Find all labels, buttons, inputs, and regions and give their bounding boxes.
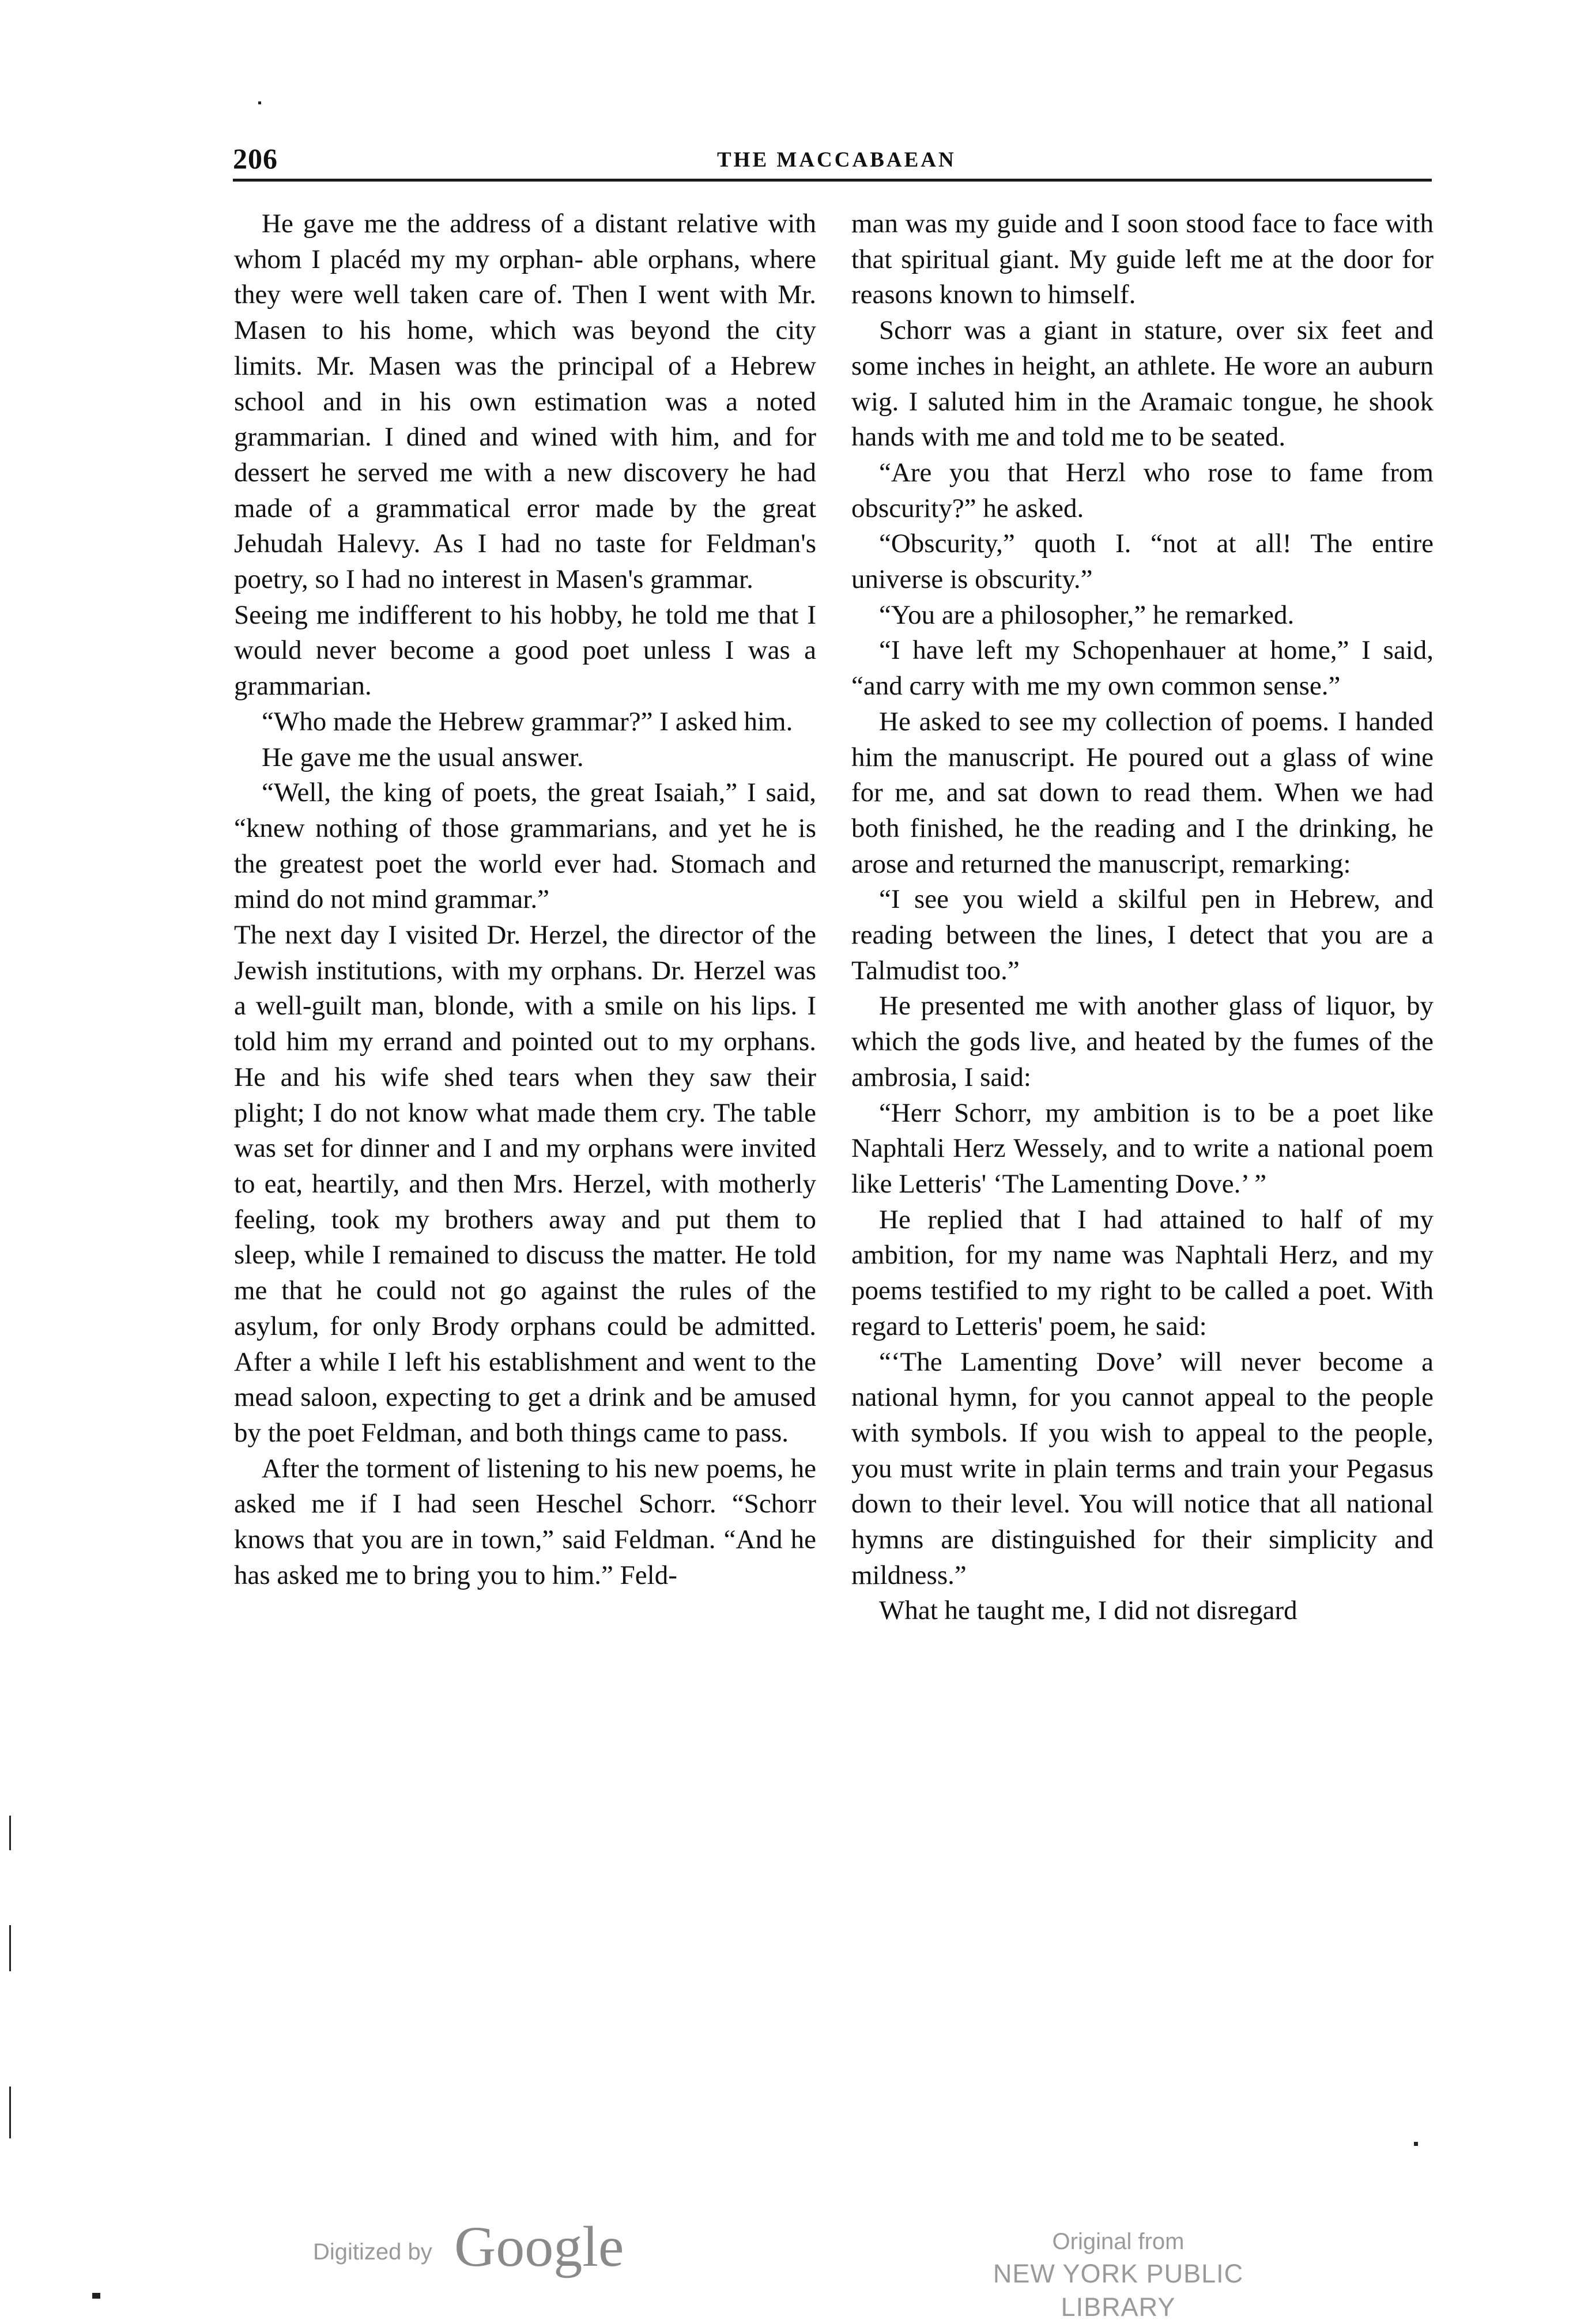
library-name: NEW YORK PUBLIC LIBRARY bbox=[993, 2259, 1244, 2322]
left-column bbox=[234, 206, 816, 1593]
digitized-by-label: Digitized by bbox=[313, 2239, 432, 2265]
scan-speck bbox=[9, 1816, 11, 1850]
paragraph: The next day I visited Dr. Herzel, the director of the Jewish institutions, with my orphans. Dr. Herzel was a well-guilt man, blonde, with a smile on his lips. I told him my errand and pointed out to my orphans. He and his wife shed tears when they saw their plight; I do not know what made them cry. The table was set for dinner and I and my orphans were invited to eat, heartily, and then Mrs. Herzel, with motherly feeling, took my brothers away and put them to sleep, while I remained to discuss the matter. He told me that he could not go against the rules of the asylum, for only Brody orphans could be admitted. After a while I left his establishment and went to the mead saloon, expecting to get a drink and be amused by the poet Feldman, and both things came to pass. bbox=[234, 920, 816, 1448]
scan-speck bbox=[92, 2293, 100, 2299]
paragraph: What he taught me, I did not disregard bbox=[879, 1595, 1297, 1626]
original-from-label: Original from bbox=[1052, 2229, 1185, 2254]
paragraph: “I have left my Schopenhauer at home,” I said, “and carry with me my own common sense.” bbox=[851, 635, 1434, 701]
scan-speck bbox=[258, 101, 261, 104]
scan-speck bbox=[9, 1925, 11, 1971]
paragraph: Seeing me indifferent to his hobby, he told me that I would never become a good poet unless I was a grammarian. bbox=[234, 599, 816, 701]
paragraph: He replied that I had attained to half of my ambition, for my name was Naphtali Herz, and my poems testified to my right to be called a poet. With regard to Letteris' poem, he said: bbox=[851, 1204, 1434, 1341]
paragraph: He gave me the usual answer. bbox=[262, 742, 584, 772]
page-header bbox=[233, 142, 1432, 176]
original-source bbox=[934, 2226, 1303, 2324]
paragraph: He presented me with another glass of liquor, by which the gods live, and heated by the fumes of the ambrosia, I said: bbox=[851, 991, 1434, 1092]
page-number: 206 bbox=[233, 142, 278, 175]
paragraph: He asked to see my collection of poems. I handed him the manuscript. He poured out a glass of wine for me, and sat down to read them. When we had both finished, he the reading and I the drinking, he arose and returned the manuscript, remarking: bbox=[851, 706, 1434, 879]
paragraph: Schorr was a giant in stature, over six feet and some inches in height, an athlete. He wore an auburn wig. I saluted him in the Aramaic tongue, he shook hands with me and told me to be seated. bbox=[851, 315, 1434, 452]
scan-speck bbox=[9, 2087, 11, 2138]
paragraph: “Are you that Herzl who rose to fame from obscurity?” he asked. bbox=[851, 457, 1434, 523]
paragraph: After the torment of listening to his new poems, he asked me if I had seen Heschel Schorr. “Schorr knows that you are in town,” said Feldman. “And he has asked me to bring you to him.” Feld- bbox=[234, 1453, 816, 1590]
header-rule bbox=[233, 179, 1432, 182]
paragraph: “Who made the Hebrew grammar?” I asked him. bbox=[262, 706, 793, 737]
right-column bbox=[851, 206, 1434, 1629]
paragraph: man was my guide and I soon stood face to face with that spiritual giant. My guide left me at the door for reasons known to himself. bbox=[851, 209, 1434, 310]
paragraph: “You are a philosopher,” he remarked. bbox=[879, 599, 1295, 630]
paragraph: “Well, the king of poets, the great Isaiah,” I said, “knew nothing of those grammarians, and yet he is the greatest poet the world ever had. Stomach and mind do not mind grammar.” bbox=[234, 778, 816, 915]
scan-speck bbox=[1414, 2142, 1418, 2146]
paragraph: “I see you wield a skilful pen in Hebrew, and reading between the lines, I detect that you are a Talmudist too.” bbox=[851, 884, 1434, 986]
google-logo: Google bbox=[454, 2214, 624, 2278]
running-title: THE MACCABAEAN bbox=[717, 148, 956, 172]
paragraph: He gave me the address of a distant relative with whom I placéd my my orphan- able orphans, where they were well taken care of. Then I went with Mr. Masen to his home, which was beyond the city limits. Mr. Masen was the principal of a Hebrew school and in his own estimation was a noted grammarian. I dined and wined with him, and for dessert he served me with a new discovery he had made of a grammatical error made by the great Jehudah Halevy. As I had no taste for Feldman's poetry, so I had no interest in Masen's grammar. bbox=[234, 209, 816, 595]
paragraph: “‘The Lamenting Dove’ will never become a national hymn, for you cannot appeal to the people with symbols. If you wish to appeal to the people, you must write in plain terms and train your Pegasus down to their level. You will notice that all national hymns are distinguished for their simplicity and mildness.” bbox=[851, 1346, 1434, 1590]
paragraph: “Herr Schorr, my ambition is to be a poet like Naphtali Herz Wessely, and to write a national poem like Letteris' ‘The Lamenting Dove.’ ” bbox=[851, 1097, 1434, 1199]
paragraph: “Obscurity,” quoth I. “not at all! The entire universe is obscurity.” bbox=[851, 529, 1434, 595]
